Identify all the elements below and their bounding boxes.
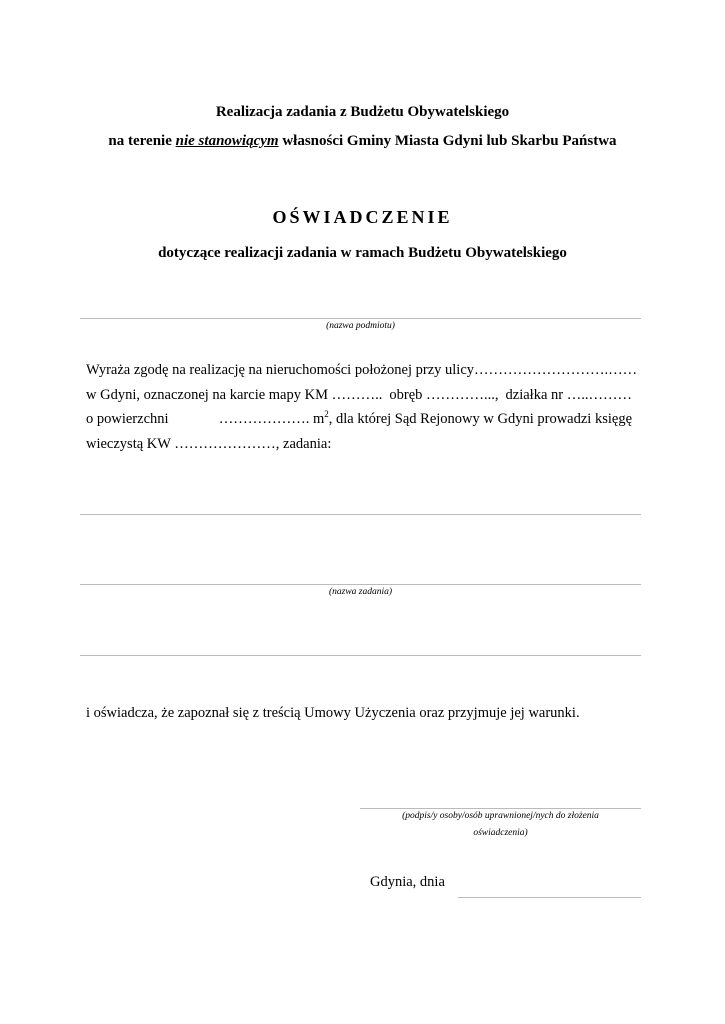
signature-caption-line-1: (podpis/y osoby/osób uprawnionej/nych do złożenia <box>402 811 599 821</box>
consent-line-1-text: Wyraża zgodę na realizację na nieruchomości położonej przy ulicy <box>86 362 475 378</box>
title-line-2-prefix: na terenie <box>108 133 176 149</box>
plot-number-field[interactable]: działka nr …..……… <box>505 386 632 403</box>
title-line-1: Realizacja zadania z Budżetu Obywatelskiego <box>215 104 510 120</box>
map-sheet-field[interactable]: w Gdyni, oznaczonej na karcie mapy KM ……….. <box>86 386 383 403</box>
signature-caption-line-2: oświadczenia) <box>473 828 528 838</box>
area-label: o powierzchni <box>86 411 169 427</box>
task-name-line-3[interactable] <box>80 655 641 656</box>
date-line[interactable] <box>458 897 641 898</box>
court-text: , dla której Sąd Rejonowy w Gdyni prowadzi księgę <box>328 411 632 427</box>
consent-line-1 <box>86 358 638 383</box>
statement-heading: OŚWIADCZENIE <box>272 207 453 227</box>
task-name-line-2[interactable] <box>80 584 641 585</box>
consent-line-2 <box>86 383 632 408</box>
entity-name-line[interactable] <box>80 318 641 319</box>
signature-caption <box>360 808 641 842</box>
title-line-2-suffix: własności Gminy Miasta Gdyni lub Skarbu Państwa <box>278 133 617 149</box>
document-title <box>0 104 725 121</box>
document-subtitle <box>0 133 725 150</box>
consent-line-3 <box>86 407 632 432</box>
title-line-2-emphasis: nie stanowiącym <box>175 133 279 149</box>
task-name-line-1[interactable] <box>80 514 641 515</box>
consent-paragraph <box>86 358 638 456</box>
land-register-field[interactable]: wieczystą KW …………………, zadania: <box>86 435 332 452</box>
street-field[interactable]: ……………………….…… <box>474 362 638 378</box>
area-value: ………………. m <box>218 411 325 427</box>
precinct-field[interactable]: obręb …………..., <box>389 386 499 403</box>
entity-name-caption: (nazwa podmiotu) <box>326 321 395 331</box>
area-field[interactable] <box>219 407 632 432</box>
task-name-caption: (nazwa zadania) <box>328 587 393 597</box>
place-date-label: Gdynia, dnia <box>370 874 445 890</box>
statement-subheading: dotyczące realizacji zadania w ramach Budżetu Obywatelskiego <box>158 245 567 261</box>
closing-statement: i oświadcza, że zapoznał się z treścią Umowy Użyczenia oraz przyjmuje jej warunki. <box>86 705 580 721</box>
area-unit-exponent: 2 <box>324 409 329 420</box>
